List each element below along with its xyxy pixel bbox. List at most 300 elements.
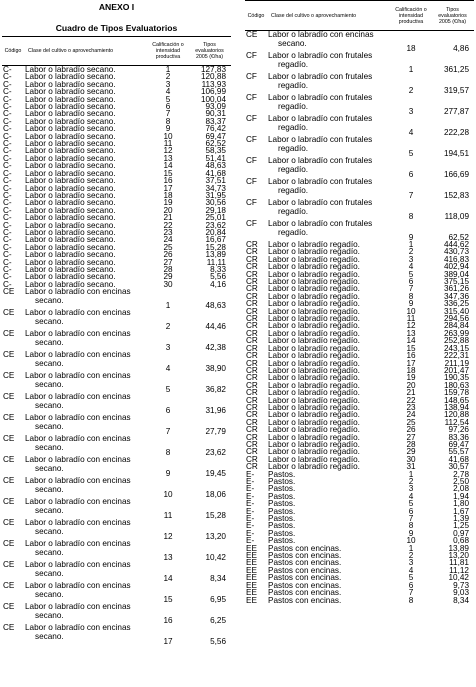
row-value: 120,88 — [443, 410, 469, 420]
row-class-continuation: regadío. — [278, 80, 309, 90]
row-class-text: Labor o labradío regadío. — [268, 439, 360, 449]
row-class-text: Labor o labradío regadío. — [268, 402, 360, 412]
row-value: 148,65 — [443, 395, 469, 405]
row-rating: 16 — [406, 351, 416, 361]
row-class — [24, 540, 148, 561]
row-class-text: Labor o labradío con encinas — [25, 560, 131, 570]
row-class-text: Pastos. — [268, 536, 296, 546]
row-class-text: Labor o labradío regadío. — [268, 314, 360, 324]
row-value: 0,97 — [453, 528, 469, 538]
row-class — [24, 603, 148, 624]
row-rating: 22 — [406, 395, 416, 405]
row-class — [24, 624, 148, 645]
table-row — [245, 199, 474, 220]
row-class — [267, 199, 391, 220]
row-value: 152,83 — [443, 190, 469, 200]
evaluation-table-right — [245, 0, 474, 604]
row-class-text: Labor o labradío secano. — [25, 116, 116, 126]
row-code: C- — [3, 198, 12, 208]
annex-title: ANEXO I — [98, 2, 135, 12]
row-code: CE — [3, 623, 15, 633]
row-value: 23,62 — [205, 447, 226, 457]
row-code: CE — [3, 350, 15, 360]
row-class — [267, 94, 391, 115]
row-value: 15,28 — [205, 510, 226, 520]
table-body-left — [2, 66, 231, 646]
row-class — [267, 597, 391, 604]
row-code: EE — [246, 551, 257, 561]
row-rating: 4 — [408, 565, 414, 575]
table-row — [2, 498, 231, 519]
row-class — [24, 330, 148, 351]
row-value: 48,63 — [205, 161, 226, 171]
header-code: Código — [2, 37, 24, 66]
row-rating: 12 — [163, 146, 173, 156]
row-code: CR — [246, 247, 258, 257]
row-class-text: Labor o labradío secano. — [25, 198, 116, 208]
row-code: EE — [246, 595, 257, 605]
row-rating: 27 — [406, 432, 416, 442]
row-rating: 13 — [406, 328, 416, 338]
row-class-text: Labor o labradío regadío. — [268, 454, 360, 464]
row-rating: 14 — [163, 573, 173, 583]
row-rating: 30 — [163, 279, 173, 289]
row-class-text: Labor o labradío regadío. — [268, 351, 360, 361]
row-code: C- — [3, 176, 12, 186]
row-value: 315,40 — [443, 306, 469, 316]
row-value: 118,09 — [444, 211, 469, 221]
row-value: 1,94 — [453, 491, 469, 501]
row-rating: 9 — [165, 468, 171, 478]
row-value: 2,08 — [453, 484, 469, 494]
row-value: 34,73 — [205, 183, 226, 193]
row-rating: 18 — [406, 43, 416, 53]
row-class-text: Labor o labradío con frutales — [268, 198, 373, 207]
row-rating: 1 — [165, 300, 171, 310]
row-value: 402,94 — [443, 262, 469, 272]
row-rating: 4 — [165, 87, 171, 97]
row-rating: 16 — [163, 176, 173, 186]
row-code: CE — [3, 581, 15, 591]
row-class-text: Labor o labradío secano. — [25, 220, 116, 230]
row-class-text: Labor o labradío secano. — [25, 72, 116, 82]
row-rating: 2 — [165, 72, 171, 82]
row-class-text: Labor o labradío con encinas — [25, 287, 131, 297]
row-code: E- — [246, 477, 255, 486]
row-class-text: Labor o labradío regadío. — [268, 306, 360, 316]
row-code: CE — [246, 30, 258, 39]
row-class-text: Labor o labradío con encinas — [25, 623, 131, 633]
row-code: CF — [246, 51, 257, 60]
row-class-text: Labor o labradío con encinas — [25, 518, 131, 528]
row-value: 25,01 — [205, 213, 226, 223]
row-rating: 6 — [165, 405, 171, 415]
row-rating: 3 — [408, 254, 414, 264]
row-value: 29,18 — [205, 205, 226, 215]
row-code: C- — [3, 65, 12, 74]
row-code: CF — [246, 93, 257, 102]
row-rating: 26 — [406, 425, 416, 435]
row-rating: 7 — [408, 514, 414, 524]
row-class-text: Labor o labradío secano. — [25, 146, 116, 156]
row-code: CR — [246, 388, 258, 398]
row-code: CE — [3, 371, 15, 381]
row-class-continuation: regadío. — [278, 185, 309, 195]
row-code: E- — [246, 514, 255, 524]
row-value: 243,15 — [443, 343, 469, 353]
row-rating: 30 — [406, 454, 416, 464]
table-row — [245, 94, 474, 115]
row-class — [267, 73, 391, 94]
table-row — [2, 603, 231, 624]
row-value: 336,25 — [443, 299, 469, 309]
row-value: 58,35 — [205, 146, 226, 156]
row-class-continuation: secano. — [35, 568, 64, 578]
row-class-text: Labor o labradío con encinas — [25, 392, 131, 402]
row-code: C- — [3, 213, 12, 223]
row-rating: 14 — [406, 336, 416, 346]
row-code: CR — [246, 417, 258, 427]
row-value: 0,68 — [453, 536, 469, 546]
left-column — [2, 0, 231, 645]
row-rating: 2 — [408, 551, 414, 561]
row-class-text: Labor o labradío secano. — [25, 257, 116, 267]
row-class-text: Labor o labradío regadío. — [268, 432, 360, 442]
row-class — [267, 178, 391, 199]
row-value: 361,26 — [443, 284, 469, 294]
row-class — [24, 435, 148, 456]
row-value: 13,20 — [448, 551, 469, 561]
row-rating: 1 — [408, 64, 414, 74]
row-class-text: Labor o labradío regadío. — [268, 395, 360, 405]
row-value: 76,42 — [205, 124, 226, 134]
row-rating: 17 — [406, 358, 416, 368]
row-rating: 18 — [163, 190, 173, 200]
row-value: 11,81 — [449, 558, 469, 568]
row-value: 11,11 — [206, 257, 226, 267]
row-class-text: Labor o labradío con encinas — [25, 476, 131, 486]
row-class-text: Labor o labradío con encinas — [25, 413, 131, 423]
row-code: C- — [3, 279, 12, 289]
row-value: 106,99 — [200, 87, 226, 97]
table-row — [245, 73, 474, 94]
row-class — [24, 561, 148, 582]
row-code: C- — [3, 116, 12, 126]
row-value: 16,67 — [205, 235, 226, 245]
row-class-text: Labor o labradío regadío. — [268, 299, 360, 309]
row-code: E- — [246, 528, 255, 538]
row-class-text: Labor o labradío con encinas — [25, 497, 131, 507]
row-class-text: Labor o labradío secano. — [25, 109, 116, 119]
row-class — [267, 157, 391, 178]
row-class-text: Labor o labradío regadío. — [268, 343, 360, 353]
row-code: C- — [3, 102, 12, 112]
row-class-text: Pastos con encinas. — [268, 595, 342, 605]
row-class-continuation: secano. — [35, 316, 64, 326]
row-value: 4,16 — [210, 279, 226, 289]
row-value: 69,47 — [205, 131, 226, 141]
row-value: 62,52 — [448, 232, 469, 242]
row-class-text: Labor o labradío secano. — [25, 153, 116, 163]
header-class: Clase del cultivo o aprovechamiento — [267, 1, 391, 31]
row-class-text: Labor o labradío secano. — [25, 183, 116, 193]
row-rating: 7 — [165, 426, 171, 436]
row-rating: 15 — [406, 343, 416, 353]
row-value: 1,39 — [453, 514, 469, 524]
row-value: 10,42 — [205, 552, 226, 562]
row-rating: 10 — [406, 306, 416, 316]
row-code: EE — [246, 588, 257, 598]
row-value: 5,56 — [210, 636, 226, 646]
row-value: 6,95 — [210, 594, 226, 604]
row-rating: 21 — [163, 213, 173, 223]
row-class-text: Labor o labradío regadío. — [268, 447, 360, 457]
row-value: 4,86 — [453, 43, 469, 53]
row-rating: 11 — [163, 510, 173, 520]
table-row — [245, 178, 474, 199]
row-class-text: Labor o labradío regadío. — [268, 247, 360, 257]
row-class-text: Labor o labradío secano. — [25, 124, 116, 134]
row-rating: 10 — [163, 489, 173, 499]
table-row — [2, 372, 231, 393]
row-code: CE — [3, 455, 15, 465]
row-rating: 23 — [163, 227, 173, 237]
row-rating: 26 — [163, 250, 173, 260]
row-code: CF — [246, 177, 257, 186]
row-class-text: Labor o labradío con encinas — [25, 350, 131, 360]
row-rating: 4 — [408, 127, 414, 137]
row-value: 20,84 — [205, 227, 226, 237]
row-rating: 25 — [163, 242, 173, 252]
row-code: CR — [246, 336, 258, 346]
row-class — [267, 220, 391, 241]
row-value: 8,34 — [210, 573, 226, 583]
row-value: 375,15 — [443, 277, 469, 287]
row-value: 30,56 — [205, 198, 226, 208]
row-value: 113,93 — [201, 79, 226, 89]
row-class-text: Labor o labradío regadío. — [268, 262, 360, 272]
row-rating: 7 — [408, 190, 414, 200]
row-class-text: Labor o labradío secano. — [25, 272, 116, 282]
row-class-text: Pastos. — [268, 514, 296, 524]
row-value: 389,04 — [443, 269, 469, 279]
row-code: CE — [3, 476, 15, 486]
row-class-text: Pastos. — [268, 528, 296, 538]
row-value: 8,34 — [453, 595, 469, 605]
row-rating: 9 — [408, 528, 414, 538]
header-rating: Calificación o intensidad productiva — [391, 1, 431, 31]
row-value: 112,54 — [444, 417, 469, 427]
row-code: CR — [246, 462, 258, 472]
row-code: E- — [246, 521, 255, 531]
row-value: 190,35 — [443, 373, 469, 383]
row-code: C- — [3, 146, 12, 156]
table-row — [2, 456, 231, 477]
row-code: CR — [246, 425, 258, 435]
row-class-text: Labor o labradío con encinas — [25, 581, 131, 591]
row-class-text: Labor o labradío con encinas — [25, 455, 131, 465]
row-value: 1,25 — [453, 521, 469, 531]
row-rating: 25 — [406, 417, 416, 427]
table-row — [245, 220, 474, 241]
row-class-text: Labor o labradío regadío. — [268, 417, 360, 427]
row-rating: 9 — [408, 299, 414, 309]
row-rating: 1 — [408, 543, 414, 553]
row-class-continuation: regadío. — [278, 59, 309, 69]
row-value: 27,79 — [205, 426, 226, 436]
row-class-text: Labor o labradío regadío. — [268, 410, 360, 420]
row-class-text: Labor o labradío con frutales — [268, 114, 373, 123]
row-value: 1,67 — [453, 506, 469, 516]
row-value: 31,95 — [205, 190, 226, 200]
row-class-text: Labor o labradío regadío. — [268, 462, 360, 472]
row-value: 277,87 — [443, 106, 469, 116]
row-code: CR — [246, 240, 258, 249]
row-code: CE — [3, 329, 15, 339]
row-rating: 19 — [406, 373, 416, 383]
table-row — [2, 351, 231, 372]
row-class — [267, 115, 391, 136]
row-value: 23,62 — [205, 220, 226, 230]
row-value: 127,83 — [200, 65, 226, 74]
row-code: CE — [3, 413, 15, 423]
row-rating: 7 — [408, 588, 414, 598]
row-rating: 10 — [163, 131, 173, 141]
row-rating: 3 — [408, 558, 414, 568]
row-value: 48,63 — [205, 300, 226, 310]
row-code: C- — [3, 257, 12, 267]
row-class-text: Labor o labradío regadío. — [268, 388, 360, 398]
row-class — [24, 498, 148, 519]
row-code: CE — [3, 287, 15, 297]
row-code: CE — [3, 497, 15, 507]
row-class-text: Labor o labradío secano. — [25, 139, 116, 149]
row-class-continuation: regadío. — [278, 206, 309, 216]
row-class-text: Labor o labradío secano. — [25, 205, 116, 215]
row-code: C- — [3, 87, 12, 97]
row-value: 138,94 — [443, 402, 469, 412]
row-rating: 6 — [408, 580, 414, 590]
row-rating: 2 — [165, 321, 171, 331]
header-value: Tipos evaluatorios 2005 (€/ha) — [431, 1, 474, 31]
row-class-text: Pastos. — [268, 491, 296, 501]
row-code: CE — [3, 539, 15, 549]
table-row — [2, 393, 231, 414]
table-row — [2, 540, 231, 561]
row-class-text: Labor o labradío regadío. — [268, 373, 360, 383]
row-class — [24, 351, 148, 372]
row-class-text: Labor o labradío regadío. — [268, 321, 360, 331]
row-rating: 12 — [163, 531, 173, 541]
row-value: 201,47 — [443, 365, 469, 375]
row-code: C- — [3, 109, 12, 119]
row-class-text: Labor o labradío con encinas — [25, 539, 131, 549]
row-value: 18,06 — [205, 489, 226, 499]
table-row — [245, 136, 474, 157]
row-code: CF — [246, 198, 257, 207]
row-rating: 8 — [408, 211, 414, 221]
row-code: C- — [3, 161, 12, 171]
row-value: 2,78 — [453, 469, 469, 479]
header-rating: Calificación o intensidad productiva — [148, 37, 188, 66]
row-code: CR — [246, 328, 258, 338]
row-class-text: Labor o labradío regadío. — [268, 380, 360, 390]
row-class-text: Labor o labradío secano. — [25, 213, 116, 223]
row-code: CR — [246, 351, 258, 361]
row-value: 37,51 — [205, 176, 226, 186]
row-value: 211,19 — [444, 358, 469, 368]
row-rating: 17 — [163, 183, 173, 193]
row-rating: 19 — [163, 198, 173, 208]
table-row — [245, 157, 474, 178]
row-code: C- — [3, 79, 12, 89]
row-code: CR — [246, 395, 258, 405]
row-class-continuation: secano. — [35, 463, 64, 473]
header-value: Tipos evaluatorios 2005 (€/ha) — [188, 37, 231, 66]
row-class-continuation: secano. — [35, 358, 64, 368]
row-code: CR — [246, 432, 258, 442]
row-class — [24, 372, 148, 393]
row-code: C- — [3, 72, 12, 82]
row-value: 83,37 — [205, 116, 226, 126]
row-code: CF — [246, 114, 257, 123]
row-value: 180,63 — [443, 380, 469, 390]
row-class-text: Pastos con encinas. — [268, 558, 342, 568]
row-code: C- — [3, 190, 12, 200]
row-class — [267, 136, 391, 157]
row-class-text: Pastos con encinas. — [268, 551, 342, 561]
row-class-continuation: secano. — [35, 610, 64, 620]
row-value: 120,88 — [200, 72, 226, 82]
row-value: 62,52 — [205, 139, 226, 149]
row-class-text: Labor o labradío regadío. — [268, 284, 360, 294]
row-class-text: Labor o labradío regadío. — [268, 425, 360, 435]
row-value: 8,33 — [210, 264, 226, 274]
row-class — [24, 414, 148, 435]
row-code: CR — [246, 306, 258, 316]
row-rating: 4 — [165, 363, 171, 373]
row-code: CR — [246, 262, 258, 272]
row-rating: 5 — [408, 148, 414, 158]
row-rating: 27 — [163, 257, 173, 267]
row-class-text: Pastos. — [268, 469, 296, 479]
row-code: E- — [246, 536, 255, 546]
row-rating: 28 — [406, 439, 416, 449]
row-code: E- — [246, 491, 255, 501]
row-code: CE — [3, 308, 15, 318]
row-class-text: Labor o labradío con frutales — [268, 219, 373, 228]
row-value: 284,84 — [443, 321, 469, 331]
row-code: CR — [246, 454, 258, 464]
row-value: 11,12 — [449, 565, 469, 575]
row-class-text: Labor o labradío regadío. — [268, 277, 360, 287]
row-rating: 31 — [406, 462, 416, 472]
row-code: CE — [3, 434, 15, 444]
row-class-continuation: secano. — [35, 589, 64, 599]
row-class-continuation: regadío. — [278, 227, 309, 237]
table-row — [2, 624, 231, 645]
row-value: 5,56 — [210, 272, 226, 282]
table-row — [2, 519, 231, 540]
row-code: CF — [246, 156, 257, 165]
row-value: 31,96 — [205, 405, 226, 415]
row-class-text: Labor o labradío regadío. — [268, 328, 360, 338]
row-code: CR — [246, 380, 258, 390]
row-rating: 8 — [408, 595, 414, 605]
row-code: CR — [246, 299, 258, 309]
row-code: CR — [246, 254, 258, 264]
row-class-text: Pastos. — [268, 499, 296, 509]
